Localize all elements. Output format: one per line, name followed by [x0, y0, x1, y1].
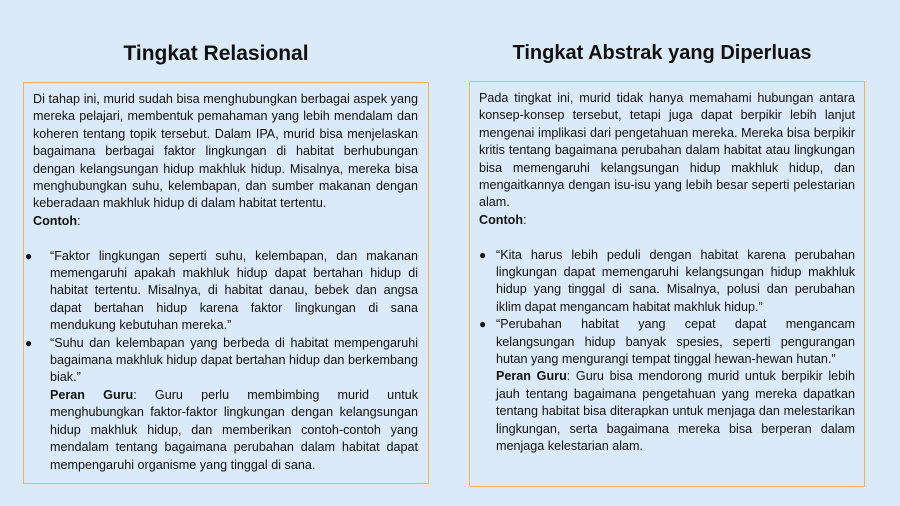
extended-abstract-level-card [469, 81, 865, 487]
relational-example-colon: : [77, 213, 81, 228]
relational-level-card [23, 82, 429, 484]
list-item [479, 316, 855, 455]
relational-teacher-role [50, 387, 418, 474]
bullet-icon: ● [25, 248, 33, 263]
extended-abstract-teacher-role [496, 368, 855, 455]
extended-abstract-intro-text: Pada tingkat ini, murid tidak hanya memahami hubungan antara konsep-konsep tersebut, tetapi juga dapat berpikir lebih lanjut mengenai implikasi dari pengetahuan mereka. Mereka bisa berpikir kritis tentang bagaimana perubahan dalam habitat atau lingkungan bisa memengaruhi kelangsungan hidup makhluk hidup, dan mengaitkannya dengan isu-isu yang lebih besar seperti pelestarian alam. [479, 91, 855, 210]
bullet-icon: ● [479, 247, 487, 262]
bullet-icon: ● [479, 317, 487, 332]
list-item [25, 248, 418, 335]
spacer [479, 229, 855, 246]
relational-example-list [25, 248, 418, 474]
relational-example-label: Contoh [33, 213, 78, 228]
extended-abstract-role-label: Peran Guru [496, 369, 567, 384]
extended-abstract-example-1: “Kita harus lebih peduli dengan habitat karena perubahan lingkungan dapat memengaruhi kelangsungan hidup makhluk hidup yang tinggal di sana. Misalnya, polusi dan perubahan iklim dapat mengancam habitat makhluk hidup.” [496, 247, 855, 314]
relational-role-label: Peran Guru [50, 387, 134, 402]
extended-abstract-example-heading [479, 212, 855, 229]
extended-abstract-example-list [479, 247, 855, 456]
extended-abstract-level-title: Tingkat Abstrak yang Diperluas [512, 42, 812, 64]
extended-abstract-role-text: : Guru bisa mendorong murid untuk berpikir lebih jauh tentang bagaimana pengetahuan yang mereka dapatkan tentang habitat bisa diterapkan untuk menjaga dan melestarikan lingkungan, serta bagaimana mereka bisa berperan dalam menjaga kelestarian alam. [496, 369, 855, 454]
relational-example-1: “Faktor lingkungan seperti suhu, kelembapan, dan makanan memengaruhi apakah makhluk hidup dapat bertahan hidup di habitat tertentu. Misalnya, di habitat danau, bebek dan angsa dapat bertahan hidup karena faktor lingkungan di sana mendukung kebutuhan mereka.” [50, 248, 418, 333]
list-item [479, 247, 855, 317]
bullet-icon: ● [25, 335, 33, 350]
relational-example-2: “Suhu dan kelembapan yang berbeda di habitat mempengaruhi bagaimana makhluk hidup dapat bertahan hidup dan berkembang biak.” [50, 335, 418, 385]
extended-abstract-example-label: Contoh [479, 212, 524, 227]
spacer [33, 230, 418, 247]
extended-abstract-example-2: “Perubahan habitat yang cepat dapat mengancam kelangsungan hidup banyak spesies, seperti pengurangan hutan yang mengurangi tempat tinggal hewan-hewan hutan.” [496, 317, 855, 367]
relational-example-heading [33, 213, 418, 230]
relational-level-title: Tingkat Relasional [123, 42, 309, 65]
relational-role-text: : Guru perlu membimbing murid untuk menghubungkan faktor-faktor lingkungan dengan kelangsungan hidup makhluk hidup, dan memberikan contoh-contoh yang mendalam tentang bagaimana perubahan dalam habitat dapat mempengaruhi organisme yang tinggal di sana. [50, 387, 418, 472]
list-item [25, 335, 418, 474]
relational-intro-text: Di tahap ini, murid sudah bisa menghubungkan berbagai aspek yang mereka pelajari, membentuk pemahaman yang lebih mendalam dan koheren tentang topik tersebut. Dalam IPA, murid bisa menjelaskan bagaimana berbagai faktor lingkungan di habitat berhubungan dengan kelangsungan hidup makhluk hidup. Misalnya, mereka bisa menghubungkan suhu, kelembapan, dan sumber makanan dengan keberadaan makhluk hidup di dalam habitat tertentu. [33, 92, 418, 211]
extended-abstract-example-colon: : [523, 212, 527, 227]
